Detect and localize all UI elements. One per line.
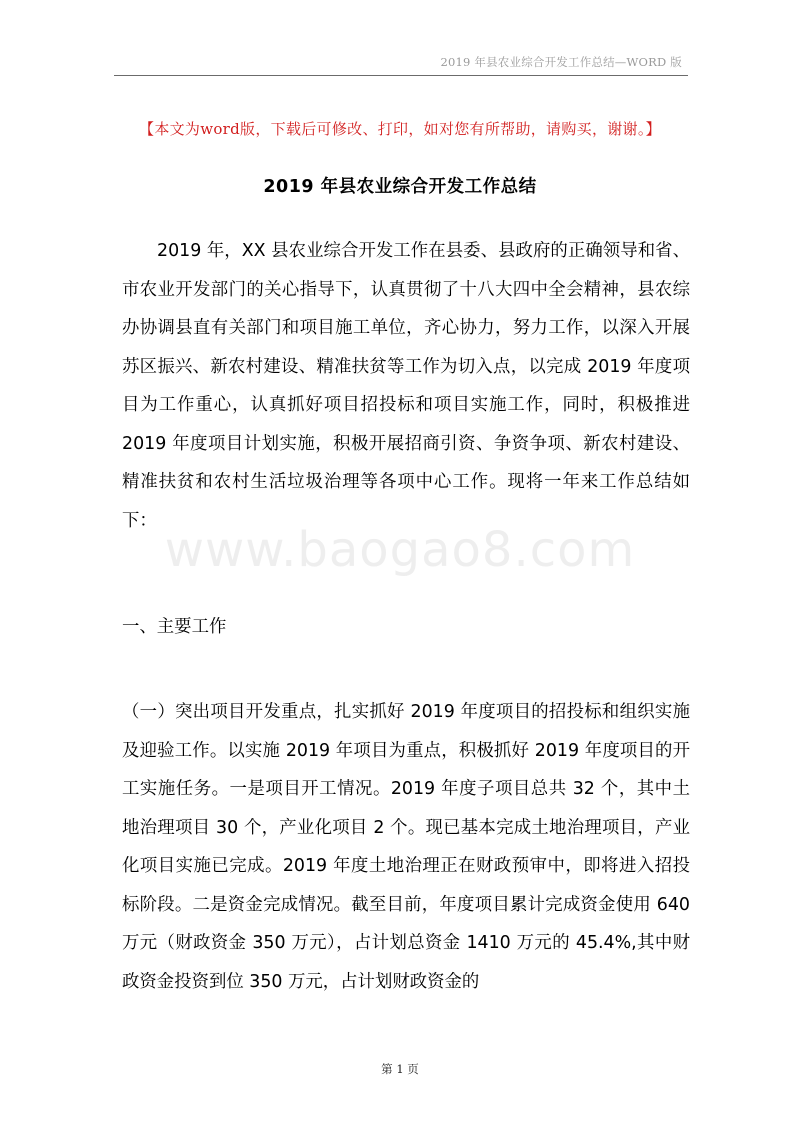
page-number: 第 1 页 [381,1062,419,1076]
running-header: 2019 年县农业综合开发工作总结—WORD 版 [440,55,682,69]
document-title: 2019 年县农业综合开发工作总结 [263,177,537,197]
purchase-notice: 【本文为word版，下载后可修改、打印，如对您有所帮助，请购买，谢谢。】 [139,120,661,138]
section-paragraph: （一）突出项目开发重点，扎实抓好 2019 年度项目的招投标和组织实施及迎验工作。以实施 2019 年项目为重点，积极抓好 2019 年度项目的开工实施任务。一是项目开工情况。2019 年度子项目总共 32 个，其中土地治理项目 30 个，产业化项目 2 个。现已基本完成土地治理项目，产业化项目实施已完成。2019 年度土地治理正在财政预审中，即将进入招投标阶段。二是资金完成情况。截至目前，年度项目累计完成资金使用 640 万元（财政资金 350 万元），占计划总资金 1410 万元的 45.4%,其中财政资金投资到位 350 万元，占计划财政资金的 [122,702,690,992]
header-divider [114,75,688,76]
watermark: www.baogao8.com [164,522,636,578]
intro-paragraph: 2019 年，XX 县农业综合开发工作在县委、县政府的正确领导和省、市农业开发部门的关心指导下，认真贯彻了十八大四中全会精神，县农综办协调县直有关部门和项目施工单位，齐心协力，努力工作，以深入开展苏区振兴、新农村建设、精准扶贫等工作为切入点，以完成 2019 年度项目为工作重心，认真抓好项目招投标和项目实施工作，同时，积极推进 2019 年度项目计划实施，积极开展招商引资、争资争项、新农村建设、精准扶贫和农村生活垃圾治理等各项中心工作。现将一年来工作总结如下： [122,241,690,531]
section-heading: 一、主要工作 [122,617,227,637]
